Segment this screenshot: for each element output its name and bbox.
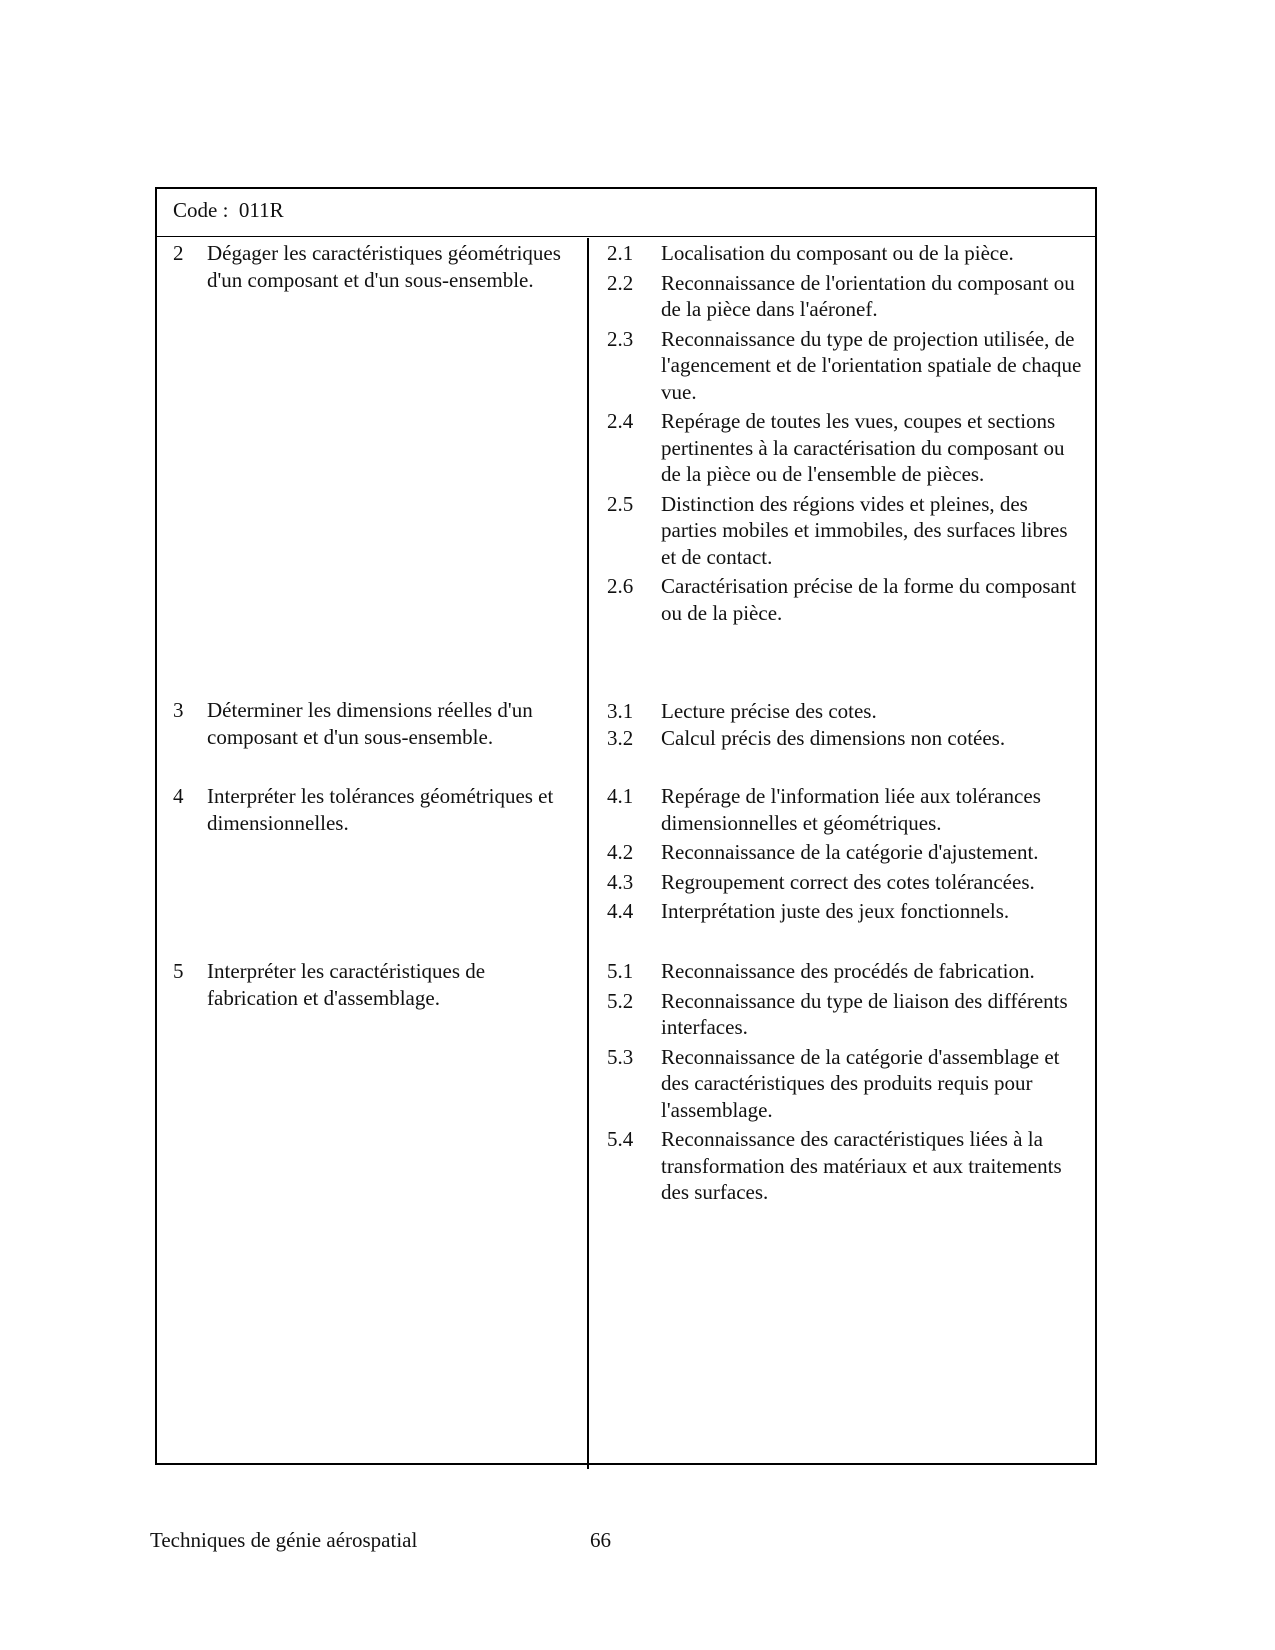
criterion-number: 2.6	[607, 574, 634, 598]
criterion-number: 2.1	[607, 241, 634, 265]
criterion	[589, 270, 1095, 323]
criterion	[589, 958, 1095, 985]
criterion-text: Distinction des régions vides et pleines, des parties mobiles et immobiles, des surfaces libres et de contact.	[661, 491, 1068, 569]
criteria-group	[589, 783, 1095, 928]
criterion-number: 4.4	[607, 899, 634, 923]
criteria-group	[589, 240, 1095, 629]
objective-text: Déterminer les dimensions réelles d'un composant et d'un sous-ensemble.	[207, 698, 533, 749]
criterion	[589, 898, 1095, 925]
criterion	[589, 240, 1095, 267]
competency-table	[155, 187, 1097, 1465]
criterion	[589, 698, 1095, 725]
criterion	[589, 1044, 1095, 1124]
objective-number: 2	[173, 241, 184, 265]
criterion-text: Reconnaissance des caractéristiques liées à la transformation des matériaux et aux traitements des surfaces.	[661, 1127, 1062, 1204]
criterion-text: Reconnaissance de l'orientation du composant ou de la pièce dans l'aéronef.	[661, 270, 1075, 321]
criterion-number: 5.3	[607, 1044, 634, 1069]
criterion-text: Localisation du composant ou de la pièce.	[661, 241, 1014, 265]
criterion-text: Caractérisation précise de la forme du composant ou de la pièce.	[661, 574, 1077, 625]
criterion-text: Calcul précis des dimensions non cotées.	[661, 725, 1006, 750]
criterion-number: 2.3	[607, 326, 634, 351]
objective-number: 5	[173, 959, 184, 983]
objective-row	[173, 697, 573, 750]
criterion-text: Reconnaissance du type de projection utilisée, de l'agencement et de l'orientation spatiale de chaque vue.	[661, 326, 1082, 404]
criterion-text: Reconnaissance de la catégorie d'ajustement.	[661, 840, 1039, 864]
criterion	[589, 573, 1095, 626]
criterion-text: Repérage de l'information liée aux tolérances dimensionnelles et géométriques.	[661, 784, 1041, 835]
criterion-number: 5.2	[607, 988, 634, 1013]
criterion	[589, 725, 1095, 752]
objective-number: 4	[173, 784, 184, 808]
code-label-text: Code :	[173, 198, 229, 222]
code-value: 011R	[238, 198, 284, 222]
criteria-group	[589, 958, 1095, 1209]
criterion-text: Lecture précise des cotes.	[661, 699, 877, 723]
criterion-number: 2.4	[607, 409, 634, 433]
criterion-text: Regroupement correct des cotes tolérancées.	[661, 869, 1035, 894]
criterion-number: 5.1	[607, 959, 634, 983]
criterion-number: 3.1	[607, 699, 634, 723]
objective-text: Interpréter les tolérances géométriques et dimensionnelles.	[207, 784, 554, 835]
criterion-text: Interprétation juste des jeux fonctionnels.	[661, 899, 1010, 923]
criterion-number: 2.5	[607, 491, 634, 516]
criterion-number: 2.2	[607, 270, 634, 295]
criterion-text: Repérage de toutes les vues, coupes et sections pertinentes à la caractérisation du composant ou de la pièce ou de l'ensemble de pièces.	[661, 409, 1065, 486]
objective-row	[173, 240, 573, 293]
criterion	[589, 491, 1095, 571]
criterion	[589, 1126, 1095, 1206]
objective-row	[173, 958, 573, 1011]
criteria-group	[589, 698, 1095, 754]
criterion-number: 3.2	[607, 725, 634, 750]
code-label	[173, 197, 284, 224]
objective-text: Interpréter les caractéristiques de fabrication et d'assemblage.	[207, 959, 486, 1010]
criterion-text: Reconnaissance des procédés de fabrication.	[661, 959, 1035, 983]
criterion	[589, 839, 1095, 866]
criterion-number: 5.4	[607, 1127, 634, 1151]
objective-row	[173, 783, 573, 836]
criterion-number: 4.1	[607, 784, 634, 808]
criterion	[589, 783, 1095, 836]
objective-text: Dégager les caractéristiques géométriques d'un composant et d'un sous-ensemble.	[207, 241, 561, 292]
criterion	[589, 869, 1095, 896]
footer-page-number: 66	[590, 1528, 611, 1552]
table-header	[157, 189, 1095, 237]
footer-program-title: Techniques de génie aérospatial	[150, 1528, 418, 1552]
criterion-number: 4.3	[607, 869, 634, 894]
criterion-number: 4.2	[607, 840, 634, 864]
criterion-text: Reconnaissance du type de liaison des différents interfaces.	[661, 988, 1068, 1039]
criterion-text: Reconnaissance de la catégorie d'assemblage et des caractéristiques des produits requis pour l'assemblage.	[661, 1044, 1060, 1122]
criterion	[589, 988, 1095, 1041]
objective-number: 3	[173, 698, 184, 722]
criterion	[589, 408, 1095, 488]
criterion	[589, 326, 1095, 406]
